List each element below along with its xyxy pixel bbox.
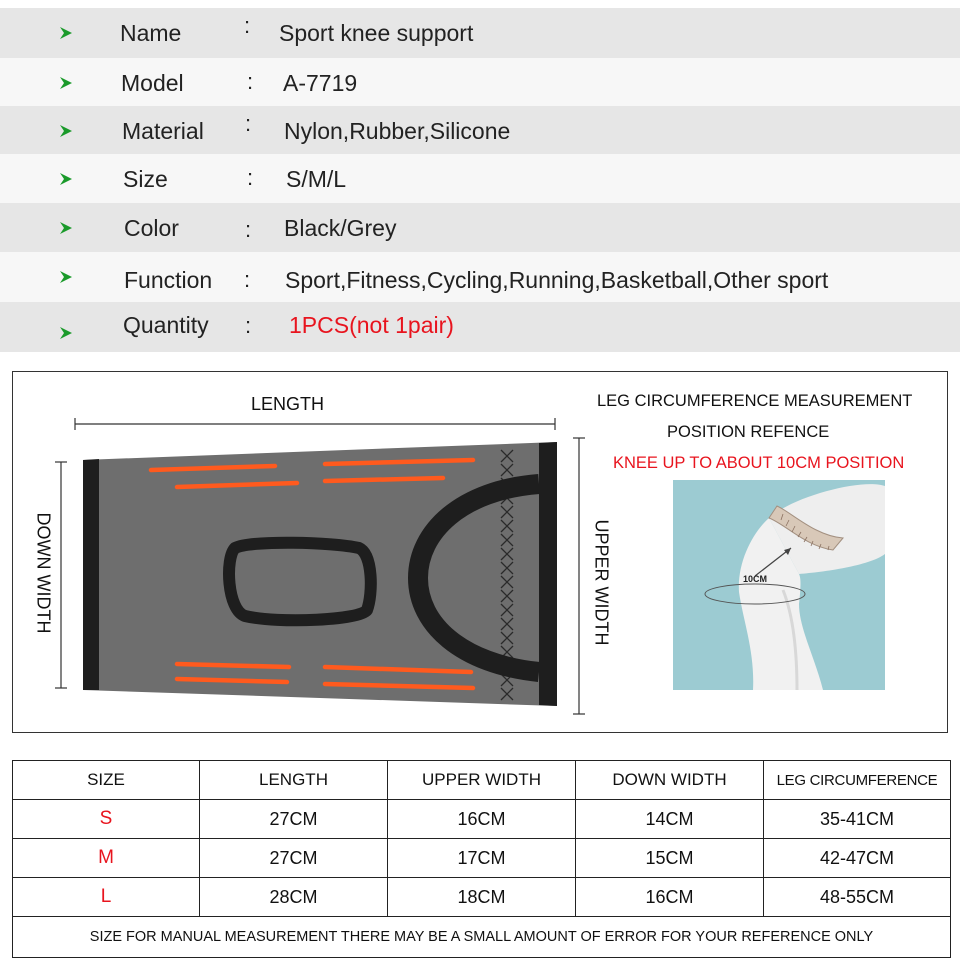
length-label: LENGTH	[251, 394, 325, 414]
spec-value: Nylon,Rubber,Silicone	[284, 118, 511, 144]
spec-row-color	[0, 203, 960, 253]
spec-value: Sport,Fitness,Cycling,Running,Basketball,Other sport	[285, 267, 829, 293]
leg-title-line-2: POSITION REFENCE	[667, 423, 830, 441]
table-row	[13, 878, 951, 917]
table-cell: 42-47CM	[764, 839, 951, 878]
spec-value-highlight: 1PCS(not 1pair)	[289, 312, 454, 338]
spec-label: Color	[124, 215, 179, 241]
spec-row-quantity	[0, 302, 960, 352]
spec-colon: :	[247, 165, 254, 190]
spec-colon: :	[245, 217, 252, 242]
table-cell: 35-41CM	[764, 800, 951, 839]
table-cell: 16CM	[576, 878, 764, 917]
table-cell: 18CM	[388, 878, 576, 917]
spec-row-name	[0, 8, 960, 58]
table-header-cell: SIZE	[13, 761, 200, 800]
arrow-icon	[58, 8, 78, 58]
spec-colon: :	[245, 313, 252, 338]
size-cell: L	[13, 878, 200, 917]
arrow-icon	[58, 106, 78, 156]
table-cell: 28CM	[200, 878, 388, 917]
spec-label: Quantity	[123, 312, 209, 338]
leg-note: KNEE UP TO ABOUT 10CM POSITION	[613, 454, 905, 472]
table-header-cell: LEG CIRCUMFERENCE	[764, 761, 951, 800]
spec-value: S/M/L	[286, 166, 347, 192]
table-header-cell: LENGTH	[200, 761, 388, 800]
table-cell: 15CM	[576, 839, 764, 878]
table-row	[13, 839, 951, 878]
spec-colon: :	[247, 69, 254, 94]
table-cell: 17CM	[388, 839, 576, 878]
table-cell: 27CM	[200, 800, 388, 839]
arrow-icon	[58, 308, 78, 358]
spec-list	[0, 0, 960, 352]
spec-colon: :	[244, 267, 251, 292]
spec-label: Name	[120, 20, 182, 46]
leg-photo	[673, 480, 885, 690]
knee-sleeve-illustration	[13, 372, 613, 732]
leg-title-line-1: LEG CIRCUMFERENCE MEASUREMENT	[597, 392, 913, 410]
table-cell: 14CM	[576, 800, 764, 839]
spec-value: A-7719	[283, 70, 358, 96]
spec-label: Model	[121, 70, 184, 96]
arrow-icon	[58, 58, 78, 108]
size-table	[12, 760, 951, 958]
table-note-row	[13, 917, 951, 958]
spec-row-size	[0, 154, 960, 204]
table-cell: 27CM	[200, 839, 388, 878]
measurement-diagram	[12, 371, 948, 733]
spec-colon: :	[244, 13, 251, 38]
spec-colon: :	[245, 111, 252, 136]
table-note: SIZE FOR MANUAL MEASUREMENT THERE MAY BE A SMALL AMOUNT OF ERROR FOR YOUR REFERENCE ONLY	[13, 917, 951, 958]
knee-mark-text: 10CM	[743, 574, 768, 584]
upper-width-label: UPPER WIDTH	[591, 519, 612, 646]
spec-row-model	[0, 58, 960, 108]
table-cell: 16CM	[388, 800, 576, 839]
table-header-row	[13, 761, 951, 800]
spec-label: Size	[123, 166, 168, 192]
table-cell: 48-55CM	[764, 878, 951, 917]
spec-row-function	[0, 252, 960, 302]
down-width-label: DOWN WIDTH	[33, 512, 54, 634]
table-header-cell: UPPER WIDTH	[388, 761, 576, 800]
arrow-icon	[58, 252, 78, 302]
table-row	[13, 800, 951, 839]
size-cell: S	[13, 800, 200, 839]
arrow-icon	[58, 154, 78, 204]
spec-label: Function	[124, 267, 213, 293]
size-cell: M	[13, 839, 200, 878]
spec-value: Sport knee support	[279, 20, 474, 46]
table-header-cell: DOWN WIDTH	[576, 761, 764, 800]
spec-row-material	[0, 106, 960, 156]
spec-label: Material	[122, 118, 204, 144]
arrow-icon	[58, 203, 78, 253]
spec-value: Black/Grey	[284, 215, 397, 241]
